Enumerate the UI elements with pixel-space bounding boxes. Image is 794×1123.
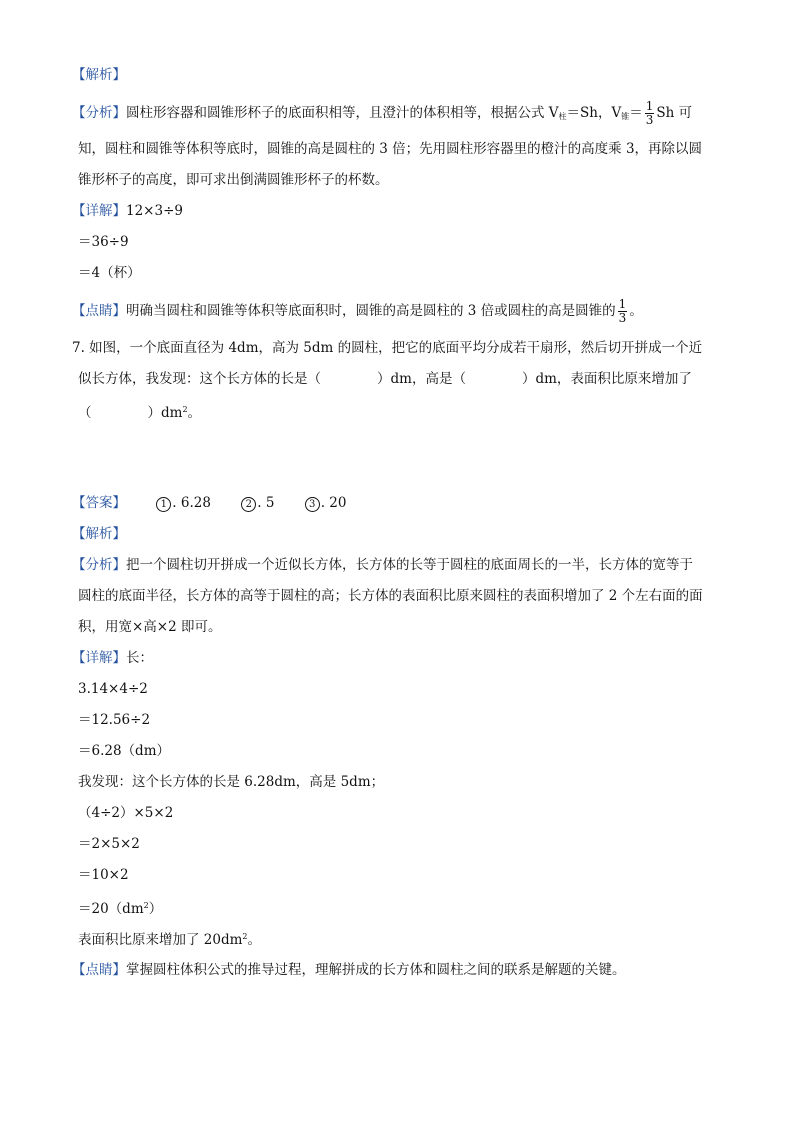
answer-item-2 [241, 493, 274, 513]
answer-value: . 5 [257, 495, 275, 511]
increase-main: 表面积比原来增加了 20dm [78, 932, 243, 948]
circled-number-3: 3 [305, 497, 320, 512]
question-text: （ [78, 405, 92, 421]
calc-step: ＝12.56÷2 [78, 712, 151, 728]
dianjing-end: 。 [629, 303, 643, 319]
subscript-cone: 锥 [621, 112, 630, 121]
xiangjie-tag: 【详解】 [72, 203, 126, 219]
finding-text: 我发现：这个长方体的长是 6.28dm，高是 5dm； [78, 774, 385, 790]
increase-end: 。 [247, 932, 262, 948]
superscript-2: 2 [182, 405, 188, 414]
fenxi-text: 圆柱形容器和圆锥形杯子的底面积相等，且澄汁的体积相等，根据公式 V [126, 105, 559, 121]
question-text: 似长方体，我发现：这个长方体的长是（ [78, 371, 321, 387]
fenxi-line-2-q6: 知，圆柱和圆锥等体积等底时，圆锥的高是圆柱的 3 倍；先用圆柱形容器里的橙汁的高度乘 3，再除以圆 [78, 141, 703, 157]
fenxi-text: ＝ [629, 105, 643, 121]
fraction-numerator: 1 [645, 99, 654, 113]
answer-item-3 [305, 493, 347, 513]
question-text: ）dm [147, 405, 183, 421]
fenxi-text: ＝Sh，V [566, 105, 622, 121]
fenxi-line-3-q7: 积，用宽×高×2 即可。 [78, 619, 222, 635]
analysis-heading-q7 [72, 524, 126, 544]
fenxi-tag: 【分析】 [72, 557, 126, 573]
analysis-tag: 【解析】 [72, 526, 126, 542]
xiangjie-line-q6 [72, 201, 183, 221]
calc-step: ＝2×5×2 [78, 836, 140, 852]
superscript-2: 2 [242, 932, 248, 941]
fenxi-line-1-q7 [72, 555, 693, 575]
calc-text: ） [148, 901, 163, 917]
fenxi-line-1-q6 [72, 100, 692, 127]
question-7-line-1: 7. 如图，一个底面直径为 4dm，高为 5dm 的圆柱，把它的底面平均分成若干扇形，然后切开拼成一个近 [72, 340, 703, 356]
question-7-line-2 [78, 369, 692, 389]
xiangjie-tag: 【详解】 [72, 650, 126, 666]
fraction-one-third [618, 298, 628, 325]
answer-line-q7 [72, 493, 346, 513]
fraction-numerator: 1 [618, 297, 627, 311]
question-7-line-3 [78, 400, 201, 423]
fenxi-text: 把一个圆柱切开拼成一个近似长方体，长方体的长等于圆柱的底面周长的一半，长方体的宽等于 [126, 557, 693, 573]
answer-value: . 6.28 [172, 495, 211, 511]
xiangjie-line-q7 [72, 648, 153, 668]
calc-expression: 12×3÷9 [126, 203, 183, 219]
question-text: ）dm，表面积比原来增加了 [521, 371, 692, 387]
dianjing-line-q7 [72, 960, 626, 980]
calc-step [78, 896, 162, 919]
fenxi-text: Sh 可 [656, 105, 693, 121]
xiangjie-lead: 长： [126, 650, 153, 666]
calc-step: ＝10×2 [78, 867, 129, 883]
dianjing-tag: 【点睛】 [72, 962, 126, 978]
subscript-cylinder: 柱 [558, 112, 567, 121]
dianjing-tag: 【点睛】 [72, 303, 126, 319]
fenxi-tag: 【分析】 [72, 105, 126, 121]
question-text: ）dm，高是（ [377, 371, 466, 387]
calc-step: （4÷2）×5×2 [78, 805, 174, 821]
fenxi-line-3-q6: 锥形杯子的高度，即可求出倒满圆锥形杯子的杯数。 [78, 172, 389, 188]
calc-text: ＝20（dm [78, 901, 144, 917]
analysis-tag: 【解析】 [72, 67, 126, 83]
dianjing-text: 明确当圆柱和圆锥等体积等底面积时，圆锥的高是圆柱的 3 倍或圆柱的高是圆锥的 [126, 303, 616, 319]
calc-step: ＝6.28（dm） [78, 743, 171, 759]
calc-step: ＝36÷9 [78, 234, 129, 250]
answer-tag: 【答案】 [72, 495, 126, 511]
analysis-heading-q6 [72, 65, 126, 85]
fraction-one-third [645, 100, 655, 127]
calc-step: 3.14×4÷2 [78, 681, 148, 697]
answer-item-1 [156, 493, 211, 513]
circled-number-1: 1 [156, 497, 171, 512]
dianjing-text: 掌握圆柱体积公式的推导过程，理解拼成的长方体和圆柱之间的联系是解题的关键。 [126, 962, 626, 978]
fraction-denominator: 3 [618, 311, 627, 325]
dianjing-line-q6 [72, 298, 643, 325]
fenxi-line-2-q7: 圆柱的底面半径，长方体的高等于圆柱的高；长方体的表面积比原来圆柱的表面积增加了 2 个左右面的面 [78, 588, 703, 604]
fraction-denominator: 3 [645, 113, 654, 127]
answer-value: . 20 [320, 495, 347, 511]
superscript-2: 2 [143, 901, 149, 910]
circled-number-2: 2 [241, 497, 256, 512]
calc-step: ＝4（杯） [78, 265, 141, 281]
question-text: 。 [187, 405, 202, 421]
increase-text [78, 927, 261, 950]
